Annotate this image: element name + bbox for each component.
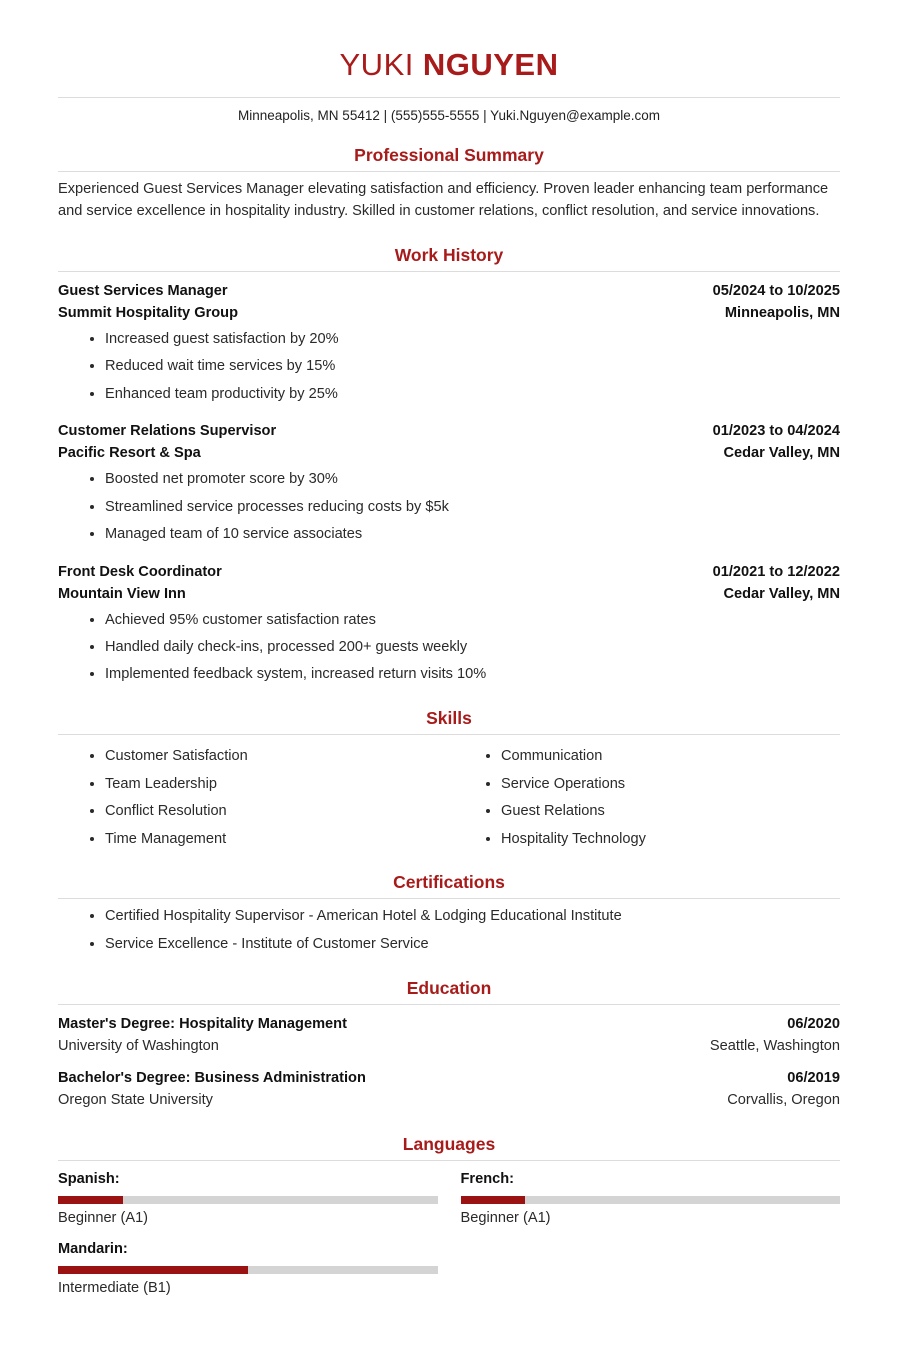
certifications-divider	[58, 898, 840, 899]
language-name: Mandarin:	[58, 1241, 128, 1258]
job-bullet: • Boosted net promoter score by 30%	[105, 469, 840, 491]
job-dates: 05/2024 to 10/2025	[712, 282, 840, 299]
language-level: Beginner (A1)	[58, 1210, 149, 1227]
skill-item: • Customer Satisfaction	[105, 746, 444, 768]
job-location: Cedar Valley, MN	[723, 585, 840, 602]
skill-item: • Service Operations	[501, 774, 840, 796]
section-professional-summary	[58, 145, 840, 223]
job-bullet: • Reduced wait time services by 15%	[105, 356, 840, 378]
language-proficiency-bar	[58, 1266, 438, 1274]
certification-item: • Certified Hospitality Supervisor - American Hotel & Lodging Educational Institute	[105, 906, 840, 928]
section-languages	[58, 1134, 840, 1296]
graduation-date: 06/2020	[787, 1015, 840, 1032]
skill-item: • Hospitality Technology	[501, 829, 840, 851]
school-location: Seattle, Washington	[709, 1037, 840, 1054]
summary-divider	[58, 171, 840, 172]
summary-text: Experienced Guest Services Manager elevating satisfaction and efficiency. Proven leader enhancing team performance and service excellence in hospitality industry. Skilled in customer relations, conflict resolution, and service innovations.	[58, 181, 829, 220]
language-item	[58, 1171, 438, 1226]
language-proficiency-fill	[58, 1266, 248, 1274]
job-entry	[58, 562, 840, 686]
job-dates: 01/2023 to 04/2024	[712, 423, 840, 440]
language-proficiency-fill	[461, 1196, 526, 1204]
job-company: Pacific Resort & Spa	[58, 445, 201, 462]
job-title: Guest Services Manager	[58, 282, 228, 299]
skills-left-column	[58, 746, 444, 850]
school-location: Corvallis, Oregon	[727, 1092, 840, 1109]
skill-item: • Communication	[501, 746, 840, 768]
job-bullet: • Achieved 95% customer satisfaction rates	[105, 610, 840, 632]
job-location: Cedar Valley, MN	[723, 445, 840, 462]
school: University of Washington	[58, 1037, 219, 1054]
degree: Master's Degree: Hospitality Management	[58, 1015, 347, 1032]
job-entry	[58, 421, 840, 545]
work-history-title: Work History	[394, 244, 504, 265]
skills-divider	[58, 734, 840, 735]
language-name: Spanish:	[58, 1171, 120, 1188]
work-history-divider	[58, 271, 840, 272]
candidate-name	[58, 46, 840, 83]
job-company: Summit Hospitality Group	[58, 304, 238, 321]
job-bullet-list	[58, 329, 840, 406]
certification-item: • Service Excellence - Institute of Customer Service	[105, 934, 840, 956]
job-title: Customer Relations Supervisor	[58, 423, 277, 440]
certifications-title: Certifications	[393, 872, 505, 893]
language-proficiency-bar	[461, 1196, 841, 1204]
skill-item: • Team Leadership	[105, 774, 444, 796]
education-divider	[58, 1004, 840, 1005]
job-bullet: • Increased guest satisfaction by 20%	[105, 329, 840, 351]
summary-title: Professional Summary	[354, 145, 544, 166]
first-name: YUKI	[339, 47, 414, 82]
education-entry	[58, 1014, 840, 1058]
skill-item: • Guest Relations	[501, 801, 840, 823]
language-item	[58, 1241, 438, 1296]
skills-title: Skills	[426, 708, 472, 729]
skill-item: • Conflict Resolution	[105, 801, 444, 823]
job-bullet: • Managed team of 10 service associates	[105, 524, 840, 546]
section-education	[58, 978, 840, 1113]
skills-right-column	[454, 746, 840, 850]
job-company: Mountain View Inn	[58, 585, 186, 602]
certifications-list	[58, 906, 840, 955]
education-entry	[58, 1068, 840, 1112]
job-bullet-list	[58, 610, 840, 687]
skill-item: • Time Management	[105, 829, 444, 851]
graduation-date: 06/2019	[787, 1070, 840, 1087]
languages-divider	[58, 1160, 840, 1161]
language-proficiency-bar	[58, 1196, 438, 1204]
job-location: Minneapolis, MN	[724, 304, 840, 321]
language-name: French:	[460, 1171, 515, 1188]
job-entry	[58, 281, 840, 405]
job-bullet: • Handled daily check-ins, processed 200+ guests weekly	[105, 637, 840, 659]
contact-line: Minneapolis, MN 55412 | (555)555-5555 | Yuki.Nguyen@example.com	[238, 108, 660, 124]
job-title: Front Desk Coordinator	[58, 563, 222, 580]
language-item	[461, 1171, 841, 1226]
languages-title: Languages	[402, 1134, 496, 1155]
language-level: Beginner (A1)	[460, 1210, 551, 1227]
language-proficiency-fill	[58, 1196, 123, 1204]
job-bullet-list	[58, 469, 840, 546]
job-bullet: • Implemented feedback system, increased return visits 10%	[105, 664, 840, 686]
section-certifications	[58, 872, 840, 955]
section-skills	[58, 708, 840, 850]
education-title: Education	[406, 977, 492, 998]
degree: Bachelor's Degree: Business Administration	[58, 1070, 366, 1087]
job-dates: 01/2021 to 12/2022	[712, 563, 840, 580]
job-bullet: • Enhanced team productivity by 25%	[105, 384, 840, 406]
language-level: Intermediate (B1)	[58, 1280, 171, 1297]
section-work-history	[58, 245, 840, 686]
last-name: NGUYEN	[422, 47, 559, 82]
header-divider	[58, 97, 840, 98]
school: Oregon State University	[58, 1092, 213, 1109]
job-bullet: • Streamlined service processes reducing costs by $5k	[105, 497, 840, 519]
